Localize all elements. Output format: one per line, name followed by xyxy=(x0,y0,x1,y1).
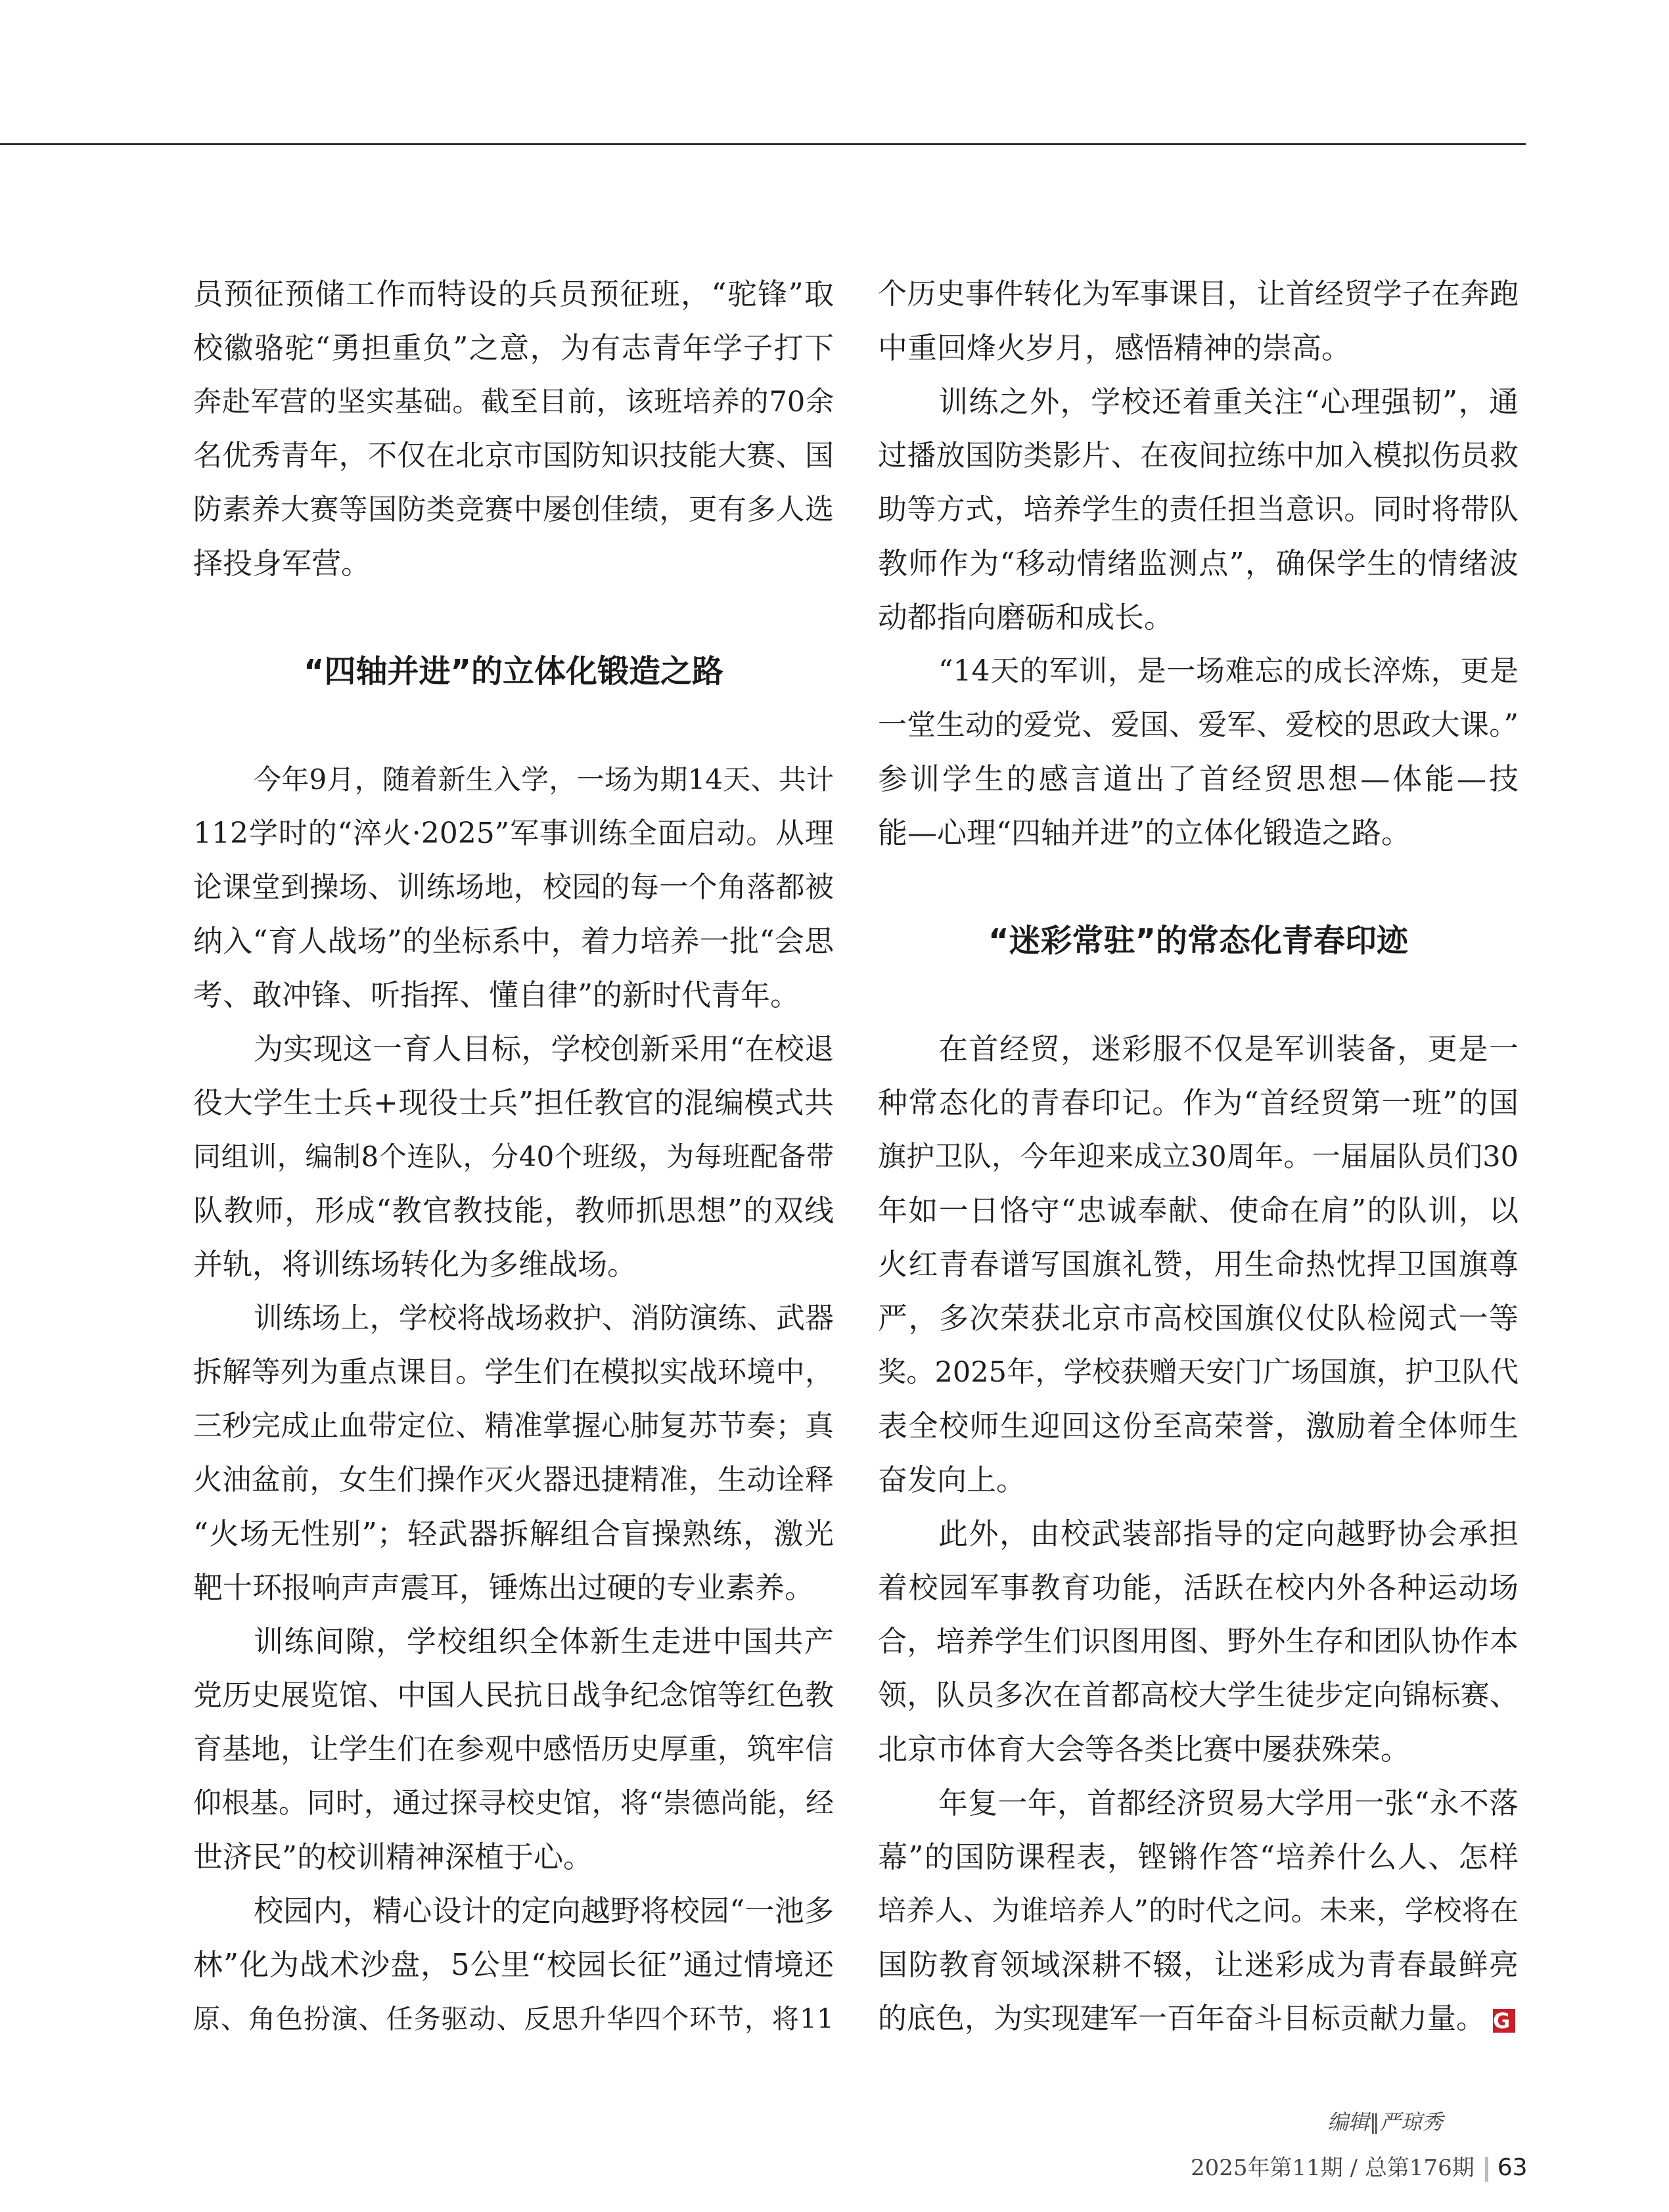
body-line: 领，队员多次在首都高校大学生徒步定向锦标赛、 xyxy=(878,1679,1519,1712)
body-line: 为实现这一育人目标，学校创新采用“在校退 xyxy=(254,1031,834,1066)
body-line: 训练场上，学校将战场救护、消防演练、武器 xyxy=(254,1301,834,1335)
body-line: 此外，由校武装部指导的定向越野协会承担 xyxy=(938,1516,1519,1551)
body-line: 靶十环报响声声震耳，锤炼出过硬的专业素养。 xyxy=(193,1570,815,1605)
body-line: 中重回烽火岁月，感悟精神的崇高。 xyxy=(878,330,1352,365)
body-line: 并轨，将训练场转化为多维战场。 xyxy=(193,1247,637,1282)
body-line: 严，多次荣获北京市高校国旗仪仗队检阅式一等 xyxy=(878,1301,1519,1336)
body-line-final xyxy=(878,1999,1519,2039)
body-line: 着校园军事教育功能，活跃在校内外各种运动场 xyxy=(878,1570,1519,1605)
section-heading: “迷彩常驻”的常态化青春印迹 xyxy=(988,922,1409,959)
editor-credit: 编辑∥严琼秀 xyxy=(1327,2110,1444,2134)
body-line: 今年9月，随着新生入学，一场为期14天、共计 xyxy=(254,763,834,796)
body-line: 世济民”的校训精神深植于心。 xyxy=(193,1840,593,1874)
body-line: 在首经贸，迷彩服不仅是军训装备，更是一 xyxy=(938,1031,1519,1066)
body-line: 同组训，编制8个连队，分40个班级，为每班配备带 xyxy=(193,1140,834,1173)
body-line: 奋发向上。 xyxy=(878,1462,1026,1497)
body-line: 役大学生士兵+现役士兵”担任教官的混编模式共 xyxy=(193,1085,834,1120)
body-line: “14天的军训，是一场难忘的成长淬炼，更是 xyxy=(938,654,1519,688)
body-line: 党历史展览馆、中国人民抗日战争纪念馆等红色教 xyxy=(193,1679,834,1712)
body-line: 原、角色扮演、任务驱动、反思升华四个环节，将11 xyxy=(193,2003,834,2035)
top-rule xyxy=(0,143,1526,145)
body-line: 纳入“育人战场”的坐标系中，着力培养一批“会思 xyxy=(193,924,834,959)
body-line: 一堂生动的爱党、爱国、爱军、爱校的思政大课。” xyxy=(878,708,1519,742)
body-line: 队教师，形成“教官教技能，教师抓思想”的双线 xyxy=(193,1193,834,1228)
body-line: 校园内，精心设计的定向越野将校园“一池多 xyxy=(254,1893,834,1928)
body-line: 过播放国防类影片、在夜间拉练中加入模拟伤员救 xyxy=(878,439,1519,472)
body-line: 火红青春谱写国旗礼赞，用生命热忱捍卫国旗尊 xyxy=(878,1247,1519,1282)
body-line: 育基地，让学生们在参观中感悟历史厚重，筑牢信 xyxy=(193,1732,834,1766)
body-line: 幕”的国防课程表，铿锵作答“培养什么人、怎样 xyxy=(878,1840,1519,1874)
body-line: 名优秀青年，不仅在北京市国防知识技能大赛、国 xyxy=(193,439,834,472)
body-line: 奔赴军营的坚实基础。截至目前，该班培养的70余 xyxy=(193,386,834,418)
body-line: 防素养大赛等国防类竞赛中屡创佳绩，更有多人选 xyxy=(193,493,834,526)
body-line: 能—心理“四轴并进”的立体化锻造之路。 xyxy=(878,815,1411,850)
body-line: 北京市体育大会等各类比赛中屡获殊荣。 xyxy=(878,1732,1411,1767)
body-line: 年如一日恪守“忠诚奉献、使命在肩”的队训，以 xyxy=(878,1193,1519,1228)
page-footer xyxy=(1191,2152,1528,2184)
section-heading: “四轴并进”的立体化锻造之路 xyxy=(303,653,724,690)
issue-info: 2025年第11期 / 总第176期 xyxy=(1191,2155,1475,2181)
body-line: 年复一年，首都经济贸易大学用一张“永不落 xyxy=(938,1786,1519,1820)
body-line: 论课堂到操场、训练场地，校园的每一个角落都被 xyxy=(193,870,834,904)
body-line: 择投身军营。 xyxy=(193,546,371,581)
body-line: 旗护卫队，今年迎来成立30周年。一届届队员们30 xyxy=(878,1140,1519,1173)
body-line: 参训学生的感言道出了首经贸思想—体能—技 xyxy=(878,761,1519,796)
body-line: 校徽骆驼“勇担重负”之意，为有志青年学子打下 xyxy=(193,330,834,365)
body-line: 员预征预储工作而特设的兵员预征班，“驼锋”取 xyxy=(193,277,834,311)
body-line: 助等方式，培养学生的责任担当意识。同时将带队 xyxy=(878,493,1519,526)
body-line: 林”化为战术沙盘，5公里“校园长征”通过情境还 xyxy=(193,1947,834,1982)
end-mark-logo-icon: G xyxy=(1493,2009,1515,2033)
body-line: 奖。2025年，学校获赠天安门广场国旗，护卫队代 xyxy=(878,1356,1519,1389)
body-line: 112学时的“淬火·2025”军事训练全面启动。从理 xyxy=(193,817,834,850)
body-line: 培养人、为谁培养人”的时代之问。未来，学校将在 xyxy=(878,1895,1519,1928)
body-line: 合，培养学生们识图用图、野外生存和团队协作本 xyxy=(878,1625,1519,1658)
body-line: 教师作为“移动情绪监测点”，确保学生的情绪波 xyxy=(878,546,1519,581)
footer-divider xyxy=(1485,2157,1488,2182)
body-line: 种常态化的青春印记。作为“首经贸第一班”的国 xyxy=(878,1085,1519,1120)
page-number: 63 xyxy=(1497,2154,1528,2181)
body-line: “火场无性别”；轻武器拆解组合盲操熟练，激光 xyxy=(193,1516,834,1551)
body-line: 表全校师生迎回这份至高荣誉，激励着全体师生 xyxy=(878,1409,1519,1443)
body-line: 训练间隙，学校组织全体新生走进中国共产 xyxy=(254,1624,834,1659)
body-line: 训练之外，学校还着重关注“心理强韧”，通 xyxy=(938,384,1519,419)
body-line: 火油盆前，女生们操作灭火器迅捷精准，生动诠释 xyxy=(193,1463,834,1497)
body-line: 个历史事件转化为军事课目，让首经贸学子在奔跑 xyxy=(878,277,1519,311)
body-line: 拆解等列为重点课目。学生们在模拟实战环境中， xyxy=(193,1355,834,1389)
body-line: 国防教育领域深耕不辍，让迷彩成为青春最鲜亮 xyxy=(878,1947,1519,1982)
body-line: 三秒完成止血带定位、精准掌握心肺复苏节奏；真 xyxy=(193,1409,834,1443)
body-line: 考、敢冲锋、听指挥、懂自律”的新时代青年。 xyxy=(193,978,800,1012)
body-line: 仰根基。同时，通过探寻校史馆，将“崇德尚能，经 xyxy=(193,1787,834,1820)
body-line-text: 的底色，为实现建军一百年奋斗目标贡献力量。 xyxy=(878,2002,1485,2035)
body-line: 动都指向磨砺和成长。 xyxy=(878,600,1174,635)
